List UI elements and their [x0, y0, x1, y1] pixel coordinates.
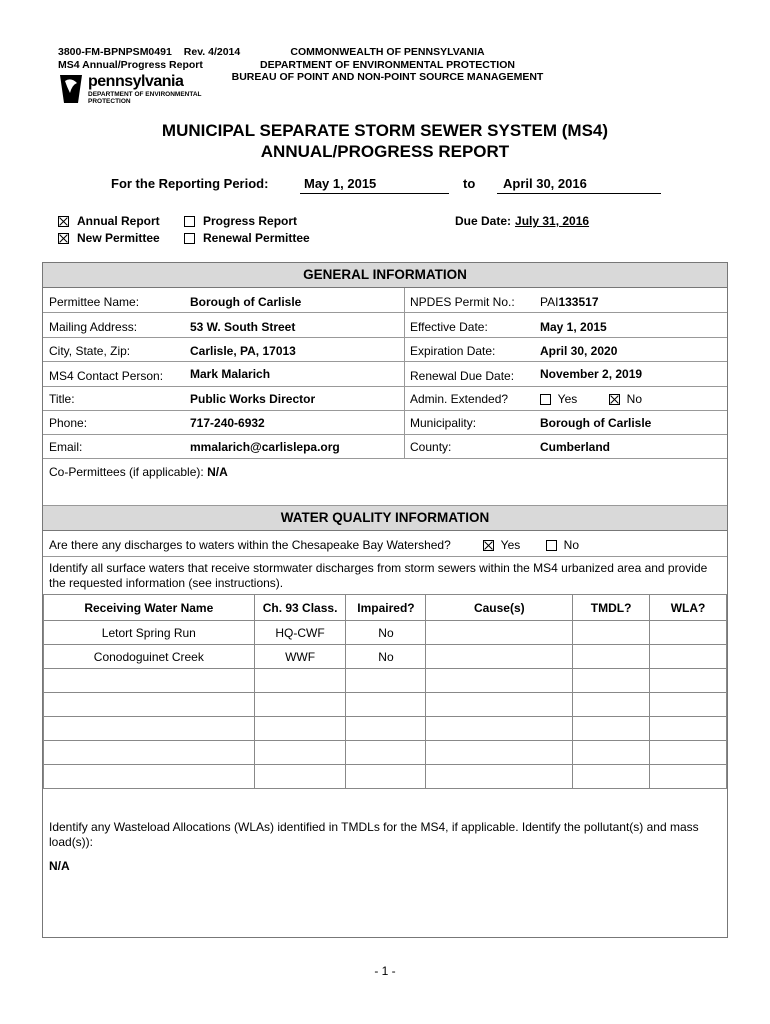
- renewal-due-label: Renewal Due Date:: [410, 369, 515, 383]
- table-cell[interactable]: [426, 669, 573, 693]
- table-row: [44, 717, 727, 741]
- county-value[interactable]: Cumberland: [540, 440, 611, 454]
- annual-report-checkbox[interactable]: [58, 216, 69, 227]
- report-type-new: [58, 231, 160, 245]
- contact-person-value[interactable]: Mark Malarich: [190, 367, 271, 381]
- report-type-renewal: [184, 231, 310, 245]
- water-quality-heading: WATER QUALITY INFORMATION: [43, 506, 727, 531]
- municipality-label: Municipality:: [410, 416, 477, 430]
- table-cell[interactable]: [650, 645, 727, 669]
- table-row: [44, 693, 727, 717]
- table-cell[interactable]: [650, 717, 727, 741]
- permittee-name-value[interactable]: Borough of Carlisle: [190, 295, 302, 309]
- copermittees: [49, 465, 228, 479]
- table-cell[interactable]: [650, 741, 727, 765]
- admin-extended-no: [609, 392, 642, 406]
- table-cell[interactable]: [254, 741, 346, 765]
- period-to-label: to: [463, 176, 476, 191]
- keystone-logo-icon: [58, 73, 84, 105]
- col-ch93-class: Ch. 93 Class.: [254, 595, 346, 621]
- col-receiving-water: Receiving Water Name: [44, 595, 255, 621]
- wla-instructions: Identify any Wasteload Allocations (WLAs) identified in TMDLs for the MS4, if applicable. Identify the pollutant(s) and mass load(s)):: [49, 820, 699, 849]
- admin-extended-label: Admin. Extended?: [410, 392, 509, 406]
- email-label: Email:: [49, 440, 83, 454]
- phone-value[interactable]: 717-240-6932: [190, 416, 265, 430]
- due-date: [455, 214, 589, 228]
- title-value[interactable]: Public Works Director: [190, 392, 316, 406]
- table-cell[interactable]: [44, 693, 255, 717]
- col-tmdl: TMDL?: [573, 595, 650, 621]
- municipality-value[interactable]: Borough of Carlisle: [540, 416, 652, 430]
- col-impaired: Impaired?: [346, 595, 426, 621]
- annual-report-label: Annual Report: [77, 214, 160, 228]
- table-cell[interactable]: No: [346, 621, 426, 645]
- due-date-value: July 31, 2016: [515, 214, 590, 228]
- admin-extended-yes: [540, 392, 577, 406]
- due-date-label: Due Date:: [455, 214, 512, 228]
- table-cell[interactable]: [573, 741, 650, 765]
- table-cell[interactable]: [426, 717, 573, 741]
- table-row: [44, 645, 727, 669]
- agency-line-2: DEPARTMENT OF ENVIRONMENTAL PROTECTION: [260, 58, 515, 71]
- table-cell[interactable]: [573, 765, 650, 789]
- contact-person-label: MS4 Contact Person:: [49, 369, 164, 383]
- report-type-annual: [58, 214, 160, 228]
- table-cell[interactable]: [650, 765, 727, 789]
- phone-label: Phone:: [49, 416, 88, 430]
- table-cell[interactable]: HQ-CWF: [254, 621, 346, 645]
- chesapeake-yes: [483, 538, 520, 552]
- table-row: [44, 621, 727, 645]
- copermittees-label: Co-Permittees (if applicable):: [49, 465, 204, 479]
- title-line-1: MUNICIPAL SEPARATE STORM SEWER SYSTEM (MS4): [161, 121, 609, 140]
- renewal-permittee-checkbox[interactable]: [184, 233, 195, 244]
- table-cell[interactable]: [426, 645, 573, 669]
- progress-report-checkbox[interactable]: [184, 216, 195, 227]
- table-cell[interactable]: [426, 765, 573, 789]
- chesapeake-no: [546, 538, 579, 552]
- logo-name: pennsylvania: [88, 73, 184, 90]
- title-line-2: ANNUAL/PROGRESS REPORT: [260, 142, 510, 161]
- table-cell[interactable]: Conodoguinet Creek: [44, 645, 255, 669]
- chesapeake-yes-checkbox[interactable]: [483, 540, 494, 551]
- col-causes: Cause(s): [426, 595, 573, 621]
- table-cell[interactable]: [44, 765, 255, 789]
- table-cell[interactable]: [346, 669, 426, 693]
- admin-extended-yes-label: Yes: [557, 392, 578, 406]
- chesapeake-yes-label: Yes: [500, 538, 521, 552]
- table-row: [44, 669, 727, 693]
- table-cell[interactable]: [346, 765, 426, 789]
- period-to-field[interactable]: April 30, 2016: [497, 176, 661, 194]
- agency-line-1: COMMONWEALTH OF PENNSYLVANIA: [290, 46, 485, 58]
- table-row: [44, 765, 727, 789]
- table-row: [44, 741, 727, 765]
- chesapeake-question: Are there any discharges to waters within the Chesapeake Bay Watershed?: [49, 538, 451, 552]
- period-label: For the Reporting Period:: [111, 176, 269, 191]
- table-cell[interactable]: [254, 765, 346, 789]
- table-cell[interactable]: [44, 669, 255, 693]
- renewal-permittee-label: Renewal Permittee: [203, 231, 310, 245]
- expiration-date-value[interactable]: April 30, 2020: [540, 344, 618, 358]
- copermittees-value[interactable]: N/A: [207, 465, 228, 479]
- page-title: [0, 120, 770, 162]
- admin-extended-no-label: No: [626, 392, 643, 406]
- progress-report-label: Progress Report: [203, 214, 298, 228]
- table-cell[interactable]: [573, 645, 650, 669]
- email-value[interactable]: mmalarich@carlislepa.org: [190, 440, 340, 454]
- chesapeake-no-checkbox[interactable]: [546, 540, 557, 551]
- report-type-progress: [184, 214, 297, 228]
- effective-date-value[interactable]: May 1, 2015: [540, 320, 607, 334]
- wla-answer[interactable]: N/A: [49, 859, 70, 873]
- page-number: - 1 -: [374, 964, 396, 978]
- identify-waters-instructions: Identify all surface waters that receive stormwater discharges from storm sewers within the MS4 urbanized area and provide the requested information (see instructions).: [49, 561, 708, 590]
- table-cell[interactable]: [650, 621, 727, 645]
- npdes-number: 133517: [558, 295, 599, 309]
- pa-dep-logo: [58, 73, 218, 109]
- table-cell[interactable]: [254, 693, 346, 717]
- table-cell[interactable]: No: [346, 645, 426, 669]
- mailing-address-label: Mailing Address:: [49, 320, 138, 334]
- table-cell[interactable]: Letort Spring Run: [44, 621, 255, 645]
- city-state-zip-value[interactable]: Carlisle, PA, 17013: [190, 344, 296, 358]
- table-cell[interactable]: [44, 741, 255, 765]
- agency-block: [200, 46, 575, 84]
- table-cell[interactable]: [44, 717, 255, 741]
- table-cell[interactable]: [650, 669, 727, 693]
- table-cell[interactable]: [650, 693, 727, 717]
- table-cell[interactable]: [426, 693, 573, 717]
- table-header-row: [44, 595, 727, 621]
- mailing-address-value[interactable]: 53 W. South Street: [190, 320, 296, 334]
- table-cell[interactable]: [346, 741, 426, 765]
- table-cell[interactable]: [254, 717, 346, 741]
- city-state-zip-label: City, State, Zip:: [49, 344, 131, 358]
- table-cell[interactable]: [573, 669, 650, 693]
- form-subtitle: MS4 Annual/Progress Report: [58, 59, 203, 71]
- npdes-value[interactable]: [540, 295, 599, 309]
- col-wla: WLA?: [650, 595, 727, 621]
- table-cell[interactable]: [573, 621, 650, 645]
- admin-extended-no-checkbox[interactable]: [609, 394, 620, 405]
- renewal-due-value[interactable]: November 2, 2019: [540, 367, 643, 381]
- table-cell[interactable]: [254, 669, 346, 693]
- expiration-date-label: Expiration Date:: [410, 344, 496, 358]
- table-cell[interactable]: [573, 693, 650, 717]
- chesapeake-no-label: No: [563, 538, 580, 552]
- receiving-waters-table: [43, 594, 727, 789]
- agency-line-3: BUREAU OF POINT AND NON-POINT SOURCE MANAGEMENT: [231, 71, 544, 83]
- permittee-name-label: Permittee Name:: [49, 295, 140, 309]
- new-permittee-label: New Permittee: [77, 231, 160, 245]
- npdes-label: NPDES Permit No.:: [410, 295, 515, 309]
- table-cell[interactable]: [426, 741, 573, 765]
- table-cell[interactable]: [346, 717, 426, 741]
- period-from-field[interactable]: May 1, 2015: [300, 176, 449, 194]
- admin-extended-yes-checkbox[interactable]: [540, 394, 551, 405]
- table-cell[interactable]: [426, 621, 573, 645]
- logo-dept: DEPARTMENT OF ENVIRONMENTAL PROTECTION: [88, 91, 202, 105]
- county-label: County:: [410, 440, 452, 454]
- form-revision: Rev. 4/2014: [183, 46, 241, 58]
- new-permittee-checkbox[interactable]: [58, 233, 69, 244]
- table-cell[interactable]: [346, 693, 426, 717]
- table-cell[interactable]: WWF: [254, 645, 346, 669]
- effective-date-label: Effective Date:: [410, 320, 488, 334]
- npdes-prefix: PAI: [540, 295, 559, 309]
- title-label: Title:: [49, 392, 75, 406]
- form-number: 3800-FM-BPNPSM0491: [58, 46, 172, 58]
- table-cell[interactable]: [573, 717, 650, 741]
- general-info-heading: GENERAL INFORMATION: [43, 263, 727, 288]
